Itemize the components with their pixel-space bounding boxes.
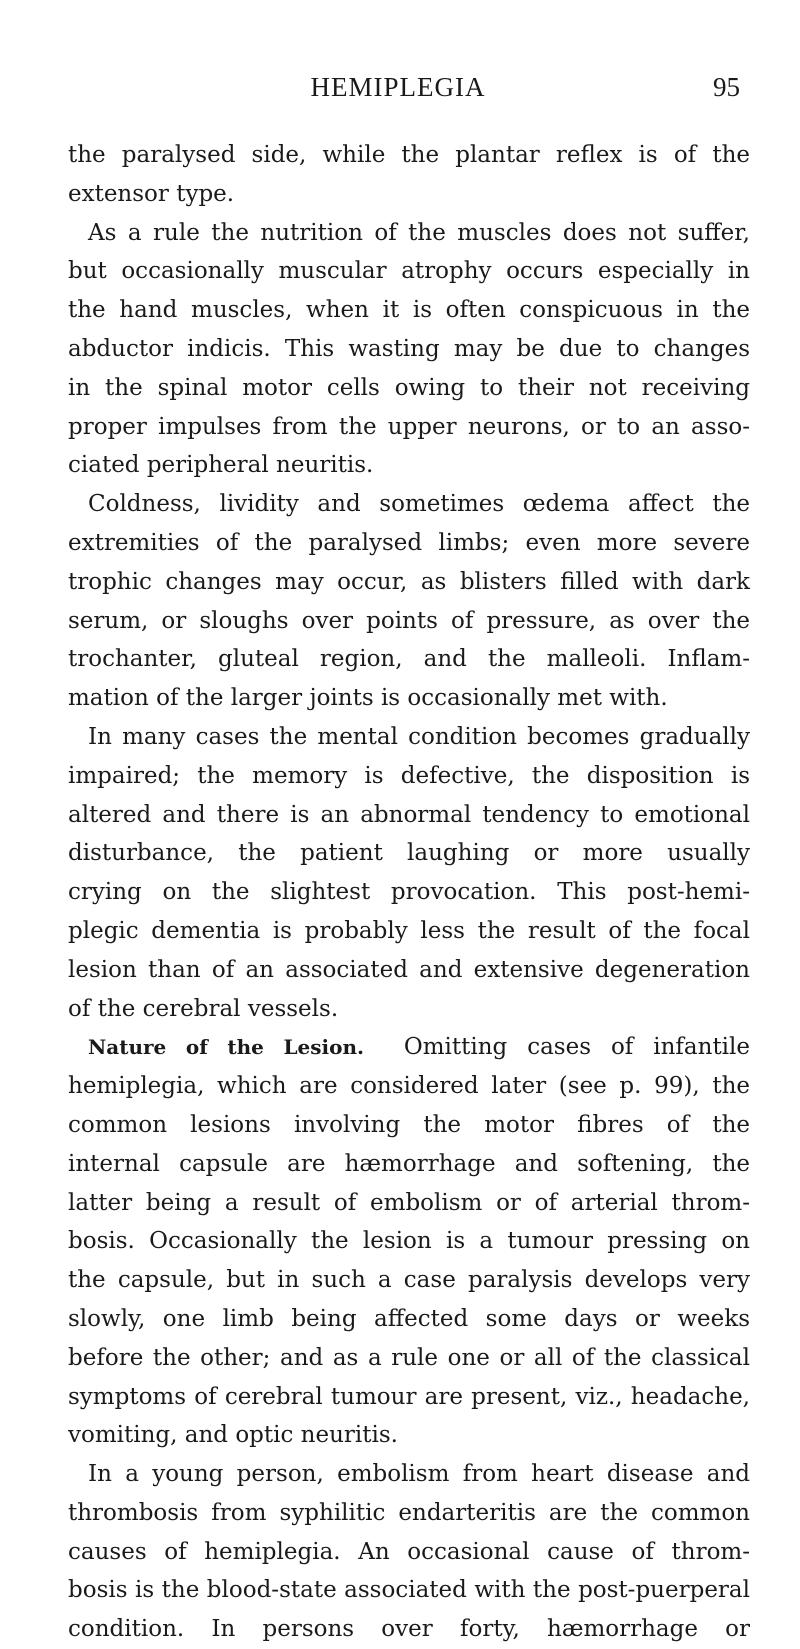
text-line: plegic dementia is probably less the result of the focal: [68, 917, 750, 944]
text-line: extremities of the paralysed limbs; even more severe: [68, 529, 750, 556]
text-line: internal capsule are hæmorrhage and softening, the: [68, 1150, 750, 1177]
text-line: the capsule, but in such a case paralysis develops very: [68, 1267, 750, 1294]
text-line: of the cerebral vessels.: [68, 995, 339, 1022]
text-line: crying on the slightest provocation. This post-hemi-: [68, 879, 750, 906]
text-line: trochanter, gluteal region, and the malleoli. Inflam-: [68, 646, 750, 673]
text-line: altered and there is an abnormal tendency to emotional: [68, 801, 750, 828]
body-text: [68, 136, 750, 1649]
text-line: slowly, one limb being affected some days or weeks: [68, 1305, 750, 1332]
text-line: common lesions involving the motor fibres of the: [68, 1111, 750, 1138]
text-line: extensor type.: [68, 180, 235, 207]
section-heading: Nature of the Lesion.: [88, 1035, 364, 1060]
text-line: bosis. Occasionally the lesion is a tumour pressing on: [68, 1228, 750, 1255]
text-line: ciated peripheral neuritis.: [68, 452, 374, 479]
text-line: but occasionally muscular atrophy occurs especially in: [68, 258, 750, 285]
text-line: in the spinal motor cells owing to their not receiving: [68, 374, 750, 401]
text-line: thrombosis from syphilitic endarteritis are the common: [68, 1499, 750, 1526]
text-line: In many cases the mental condition becomes gradually: [88, 723, 750, 750]
text-line: before the other; and as a rule one or all of the classical: [68, 1344, 750, 1371]
section-line-text: Omitting cases of infantile: [403, 1034, 751, 1061]
text-line: As a rule the nutrition of the muscles does not suffer,: [88, 219, 750, 246]
running-title: HEMIPLEGIA: [310, 72, 486, 102]
text-line: hemiplegia, which are considered later (see p. 99), the: [68, 1073, 750, 1100]
text-line: causes of hemiplegia. An occasional cause of throm-: [68, 1538, 750, 1565]
text-line: symptoms of cerebral tumour are present, viz., headache,: [68, 1383, 750, 1410]
text-line: abductor indicis. This wasting may be due to changes: [68, 335, 750, 362]
text-line: condition. In persons over forty, hæmorrhage or: [68, 1616, 750, 1643]
text-line: disturbance, the patient laughing or more usually: [68, 840, 750, 867]
running-header: [56, 72, 740, 112]
text-line: the hand muscles, when it is often conspicuous in the: [68, 297, 750, 324]
text-line: vomiting, and optic neuritis.: [68, 1422, 398, 1449]
page-number: 95: [713, 72, 740, 102]
text-line: In a young person, embolism from heart disease and: [88, 1461, 750, 1488]
text-line: the paralysed side, while the plantar reflex is of the: [68, 142, 750, 168]
text-line: Coldness, lividity and sometimes œdema affect the: [88, 491, 750, 518]
text-line: bosis is the blood-state associated with the post-puerperal: [68, 1577, 750, 1604]
text-line: trophic changes may occur, as blisters filled with dark: [68, 568, 750, 595]
text-line: proper impulses from the upper neurons, or to an asso-: [68, 413, 750, 440]
text-line: lesion than of an associated and extensive degeneration: [68, 956, 750, 983]
text-line: mation of the larger joints is occasionally met with.: [68, 685, 668, 712]
text-line: impaired; the memory is defective, the disposition is: [68, 762, 750, 789]
text-line: latter being a result of embolism or of arterial throm-: [68, 1189, 750, 1216]
text-line: serum, or sloughs over points of pressure, as over the: [68, 607, 750, 634]
section-line: [68, 1028, 750, 1067]
